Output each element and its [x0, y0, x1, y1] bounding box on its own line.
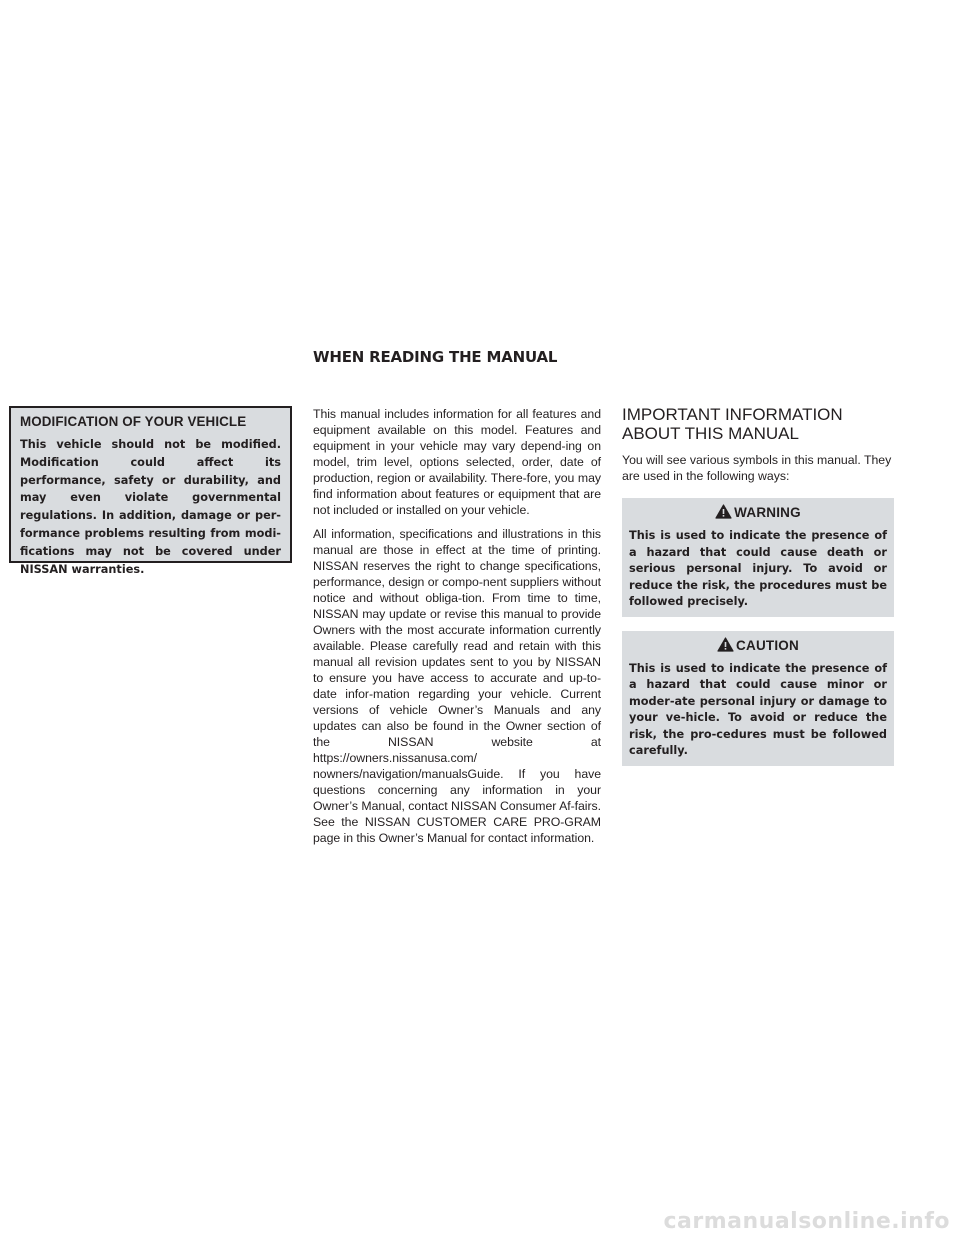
warning-triangle-icon [715, 504, 732, 524]
caution-box [622, 631, 894, 766]
warning-header [629, 504, 887, 524]
modification-title: MODIFICATION OF YOUR VEHICLE [20, 414, 247, 429]
important-info-title: IMPORTANT INFORMATION ABOUT THIS MANUAL [622, 405, 843, 443]
modification-notice-box [9, 406, 292, 576]
warning-label: WARNING [734, 505, 801, 520]
warning-body: This is used to indicate the presence of a hazard that could cause death or serious personal injury. To avoid or reduce the risk, the procedures must be followed precisely. [629, 529, 887, 608]
manual-info-paragraph-2: All information, specifications and illustrations in this manual are those in effect at the time of printing. NISSAN reserves the right to change specifications, performance, design or compo-nent suppliers without notice and without obliga-tion. From time to time, NISSAN may update or revise this manual to provide Owners with the most accurate information currently available. Please carefully read and retain with this manual all revision updates sent to you by NISSAN to ensure you have access to accurate and up-to-date infor-mation regarding your vehicle. Current versions of vehicle Owner’s Manuals and any updates can also be found in the Owner section of the NISSAN website at https://owners.nissanusa.com/ nowners/navigation/manualsGuide. If you have questions concerning any information in your Owner’s Manual, contact NISSAN Consumer Af-fairs. See the NISSAN CUSTOMER CARE PRO-GRAM page in this Owner’s Manual for contact information. [313, 527, 601, 845]
important-info-column [622, 405, 894, 780]
section-heading: WHEN READING THE MANUAL [313, 348, 558, 366]
caution-body: This is used to indicate the presence of a hazard that could cause minor or moder-ate personal injury or damage to your ve-hicle. To avoid or reduce the risk, the pro-cedures must be followed carefully. [629, 661, 887, 757]
warning-box [622, 498, 894, 617]
caution-label: CAUTION [736, 637, 799, 653]
caution-header [629, 637, 887, 657]
manual-info-column [313, 406, 601, 854]
watermark: carmanualsonline.info [663, 1209, 950, 1234]
manual-info-paragraph-1: This manual includes information for all features and equipment available on this model. Features and equipment in your vehicle may vary depend-ing on model, trim level, options selected, order, date of production, region or availability. There-fore, you may find information about features or equipment that are not included or installed on your vehicle. [313, 407, 601, 517]
caution-triangle-icon [717, 637, 734, 657]
modification-body: This vehicle should not be modified. Modification could affect its performance, safety or durability, and may even violate governmental regulations. In addition, damage or per-formance problems resulting from modi-fications may not be covered under NISSAN warranties. [20, 438, 281, 576]
important-info-intro: You will see various symbols in this manual. They are used in the following ways: [622, 453, 892, 483]
